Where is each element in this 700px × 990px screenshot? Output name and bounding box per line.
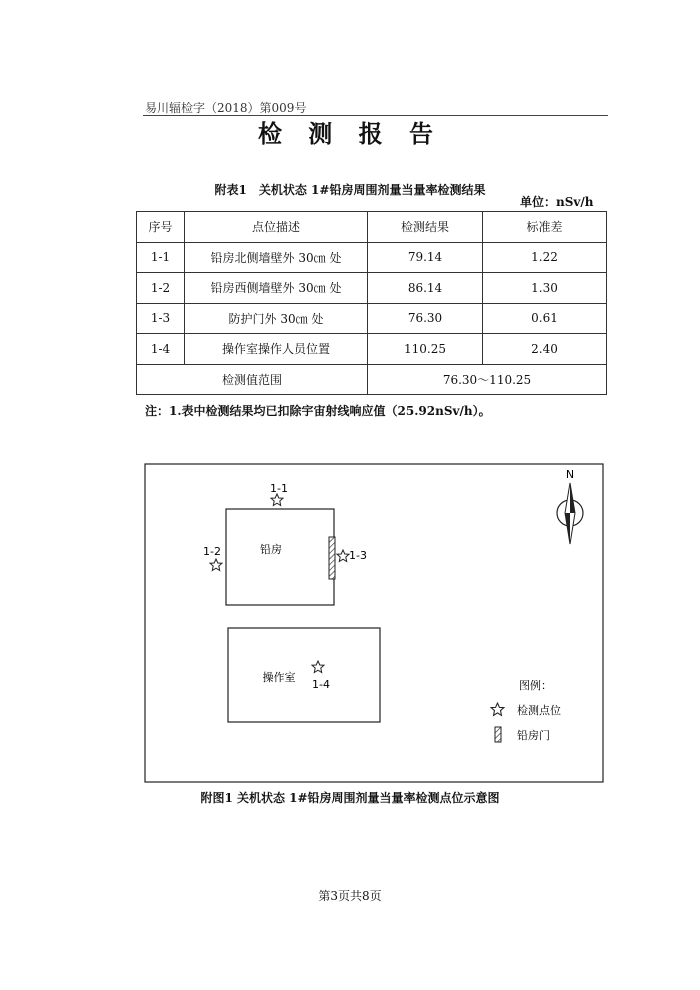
range-label: 检测值范围 — [137, 364, 368, 395]
point-1-2-icon — [203, 545, 222, 571]
row-result: 110.25 — [368, 334, 483, 365]
row-id: 1-3 — [137, 303, 185, 334]
compass-icon — [557, 468, 583, 544]
row-std: 0.61 — [483, 303, 607, 334]
legend-point-label: 检测点位 — [517, 704, 561, 717]
row-std: 1.22 — [483, 242, 607, 273]
row-desc: 防护门外 30㎝ 处 — [185, 303, 368, 334]
row-id: 1-2 — [137, 273, 185, 304]
svg-text:1-2: 1-2 — [203, 545, 221, 558]
row-id: 1-4 — [137, 334, 185, 365]
point-1-1-icon — [270, 482, 288, 506]
row-result: 76.30 — [368, 303, 483, 334]
column-header-std: 标准差 — [483, 212, 607, 243]
page-number: 第3页共8页 — [318, 889, 382, 903]
row-id: 1-1 — [137, 242, 185, 273]
table-unit: 单位：nSv/h — [520, 195, 594, 209]
column-header-desc: 点位描述 — [185, 212, 368, 243]
row-result: 86.14 — [368, 273, 483, 304]
table-title: 附表1 关机状态 1#铅房周围剂量当量率检测结果 — [214, 183, 486, 197]
row-desc: 操作室操作人员位置 — [185, 334, 368, 365]
document-number: 易川辐检字（2018）第009号 — [145, 101, 307, 115]
row-std: 1.30 — [483, 273, 607, 304]
control-room-label: 操作室 — [262, 671, 296, 684]
column-header-result: 检测结果 — [368, 212, 483, 243]
lead-room — [226, 509, 334, 605]
legend-star-icon — [491, 703, 504, 715]
legend-door-icon — [495, 727, 501, 742]
legend-title: 图例： — [519, 679, 552, 692]
svg-text:N: N — [565, 468, 575, 481]
lead-room-label: 铅房 — [260, 543, 282, 556]
svg-text:1-1: 1-1 — [270, 482, 288, 495]
legend-door-label: 铅房门 — [517, 729, 550, 742]
lead-room-door — [329, 537, 335, 579]
row-desc: 铅房北侧墙壁外 30㎝ 处 — [185, 242, 368, 273]
row-std: 2.40 — [483, 334, 607, 365]
row-result: 79.14 — [368, 242, 483, 273]
control-room — [228, 628, 380, 722]
figure-caption: 附图1 关机状态 1#铅房周围剂量当量率检测点位示意图 — [200, 791, 500, 805]
point-1-3-icon — [337, 549, 367, 562]
column-header-id: 序号 — [137, 212, 185, 243]
row-desc: 铅房西侧墙壁外 30㎝ 处 — [185, 273, 368, 304]
point-1-4-icon — [312, 661, 330, 691]
svg-text:1-3: 1-3 — [349, 549, 367, 562]
svg-text:1-4: 1-4 — [312, 678, 330, 691]
range-value: 76.30～110.25 — [368, 364, 607, 395]
report-title: 检 测 报 告 — [257, 119, 443, 148]
table-note: 注：1.表中检测结果均已扣除宇宙射线响应值（25.92nSv/h）。 — [145, 404, 491, 418]
